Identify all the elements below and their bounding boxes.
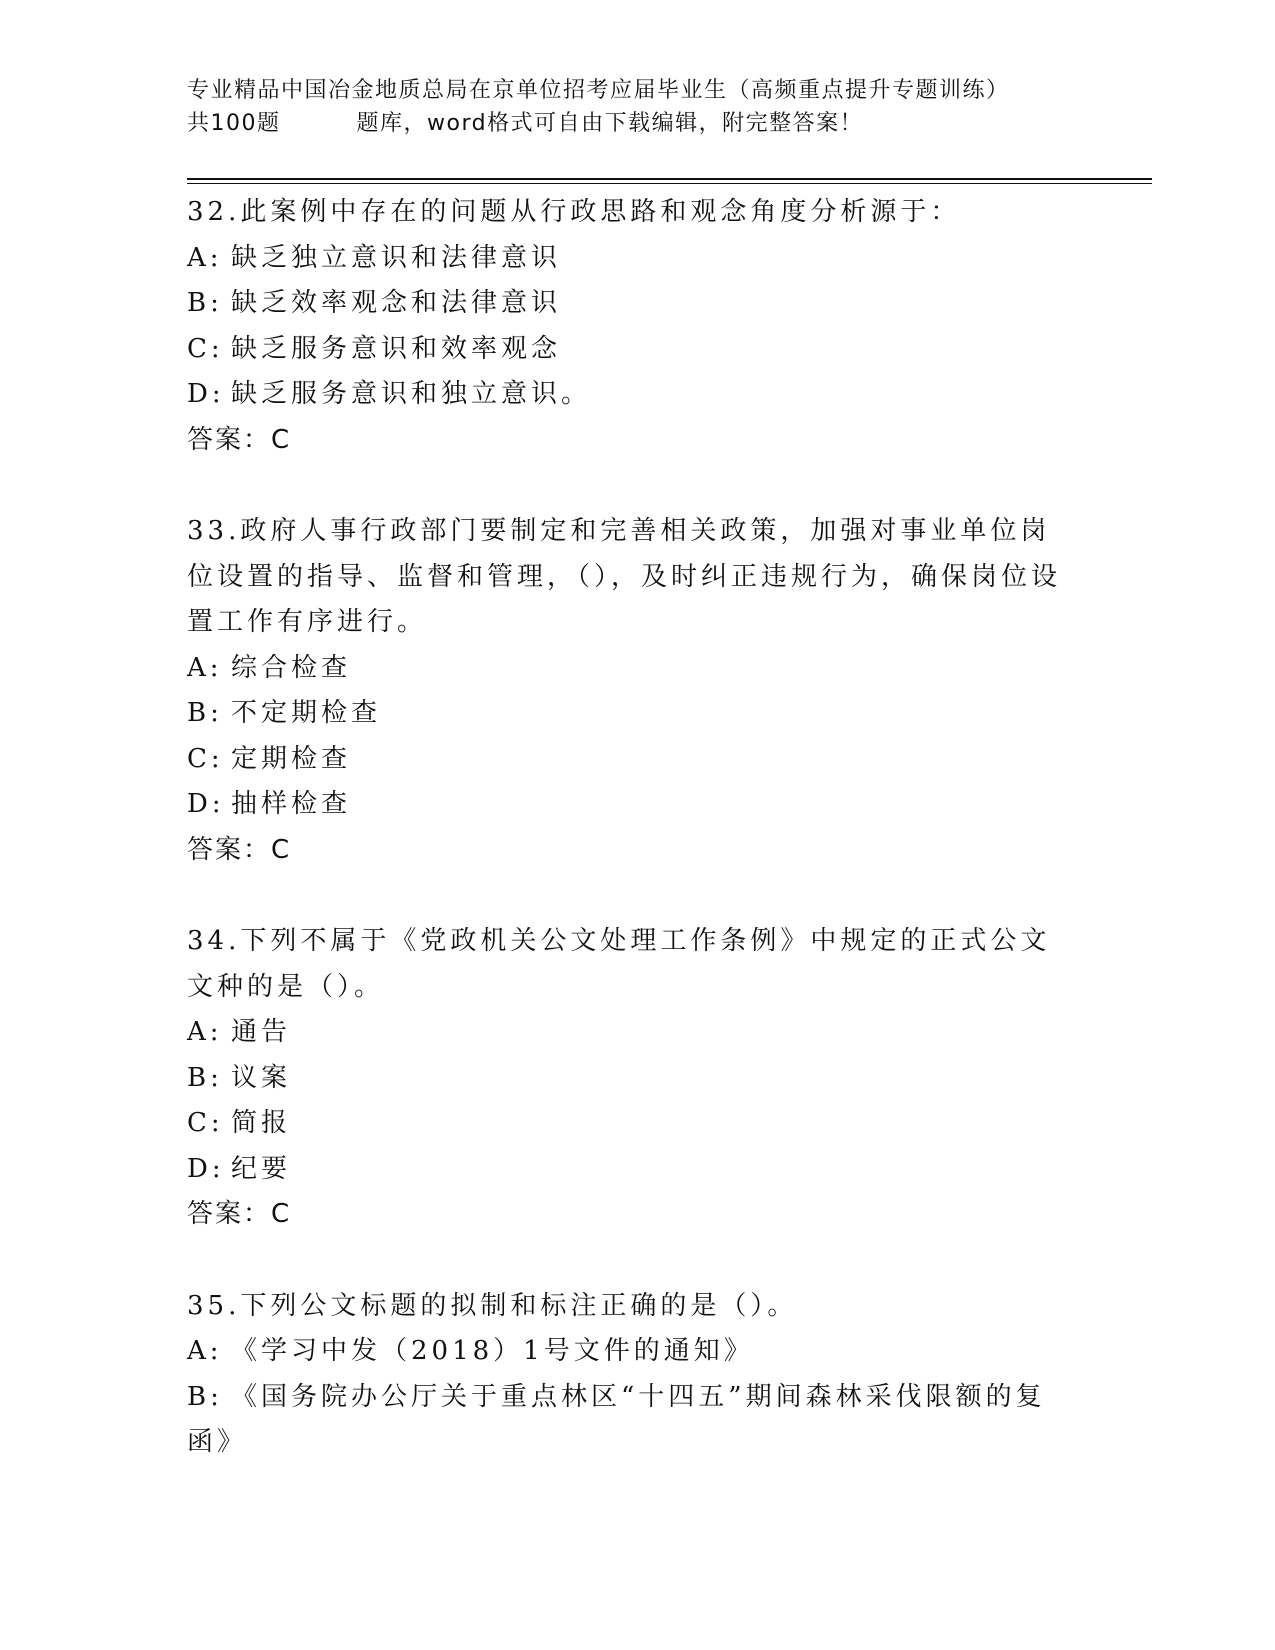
document-header [187, 74, 1147, 140]
header-count: 共100题 [187, 111, 281, 136]
question-stem: 35.下列公文标题的拟制和标注正确的是（）。 [187, 1290, 798, 1321]
option-d [187, 1147, 1067, 1193]
option-c [187, 1101, 1067, 1147]
option-letter: D: [187, 789, 225, 819]
option-text: 议案 [231, 1062, 292, 1093]
option-letter: B: [187, 1062, 223, 1093]
option-text: 综合检查 [231, 652, 352, 683]
header-description: 题库，word格式可自由下载编辑，附完整答案！ [356, 111, 864, 136]
option-letter: A: [187, 1017, 223, 1047]
option-c [187, 327, 1067, 373]
option-letter: B: [187, 1381, 223, 1412]
header-divider [187, 178, 1152, 180]
option-letter: B: [187, 288, 223, 318]
question-stem: 32.此案例中存在的问题从行政思路和观念角度分析源于： [187, 197, 961, 227]
option-text: 《学习中发（2018）1号文件的通知》 [231, 1336, 754, 1366]
option-a [187, 1010, 1067, 1056]
option-letter: A: [187, 1336, 223, 1366]
option-b [187, 691, 1067, 737]
option-text: 缺乏服务意识和效率观念 [231, 333, 562, 364]
header-title: 专业精品中国冶金地质总局在京单位招考应届毕业生（高频重点提升专题训练） [187, 78, 1010, 103]
option-b [187, 281, 1067, 327]
option-letter: D: [187, 379, 225, 409]
option-text: 通告 [231, 1017, 292, 1047]
option-text: 缺乏服务意识和独立意识。 [231, 379, 592, 409]
option-d [187, 372, 1067, 418]
answer-line: 答案：C [187, 1199, 292, 1229]
option-c [187, 737, 1067, 783]
option-text: 缺乏独立意识和法律意识 [231, 242, 562, 273]
option-text: 简报 [231, 1108, 292, 1138]
question-35 [187, 1284, 1067, 1466]
option-text: 抽样检查 [231, 789, 352, 819]
header-divider-thin [187, 183, 1152, 184]
option-text: 定期检查 [231, 743, 352, 774]
option-letter: C: [187, 333, 224, 364]
option-a [187, 236, 1067, 282]
question-stem: 33.政府人事行政部门要制定和完善相关政策，加强对事业单位岗位设置的指导、监督和管理，（），及时纠正违规行为，确保岗位设置工作有序进行。 [187, 516, 1062, 637]
option-b [187, 1056, 1067, 1102]
option-letter: C: [187, 743, 224, 774]
option-a [187, 646, 1067, 692]
question-list [187, 190, 1067, 1466]
option-text: 纪要 [231, 1153, 292, 1184]
answer-line: 答案：C [187, 424, 292, 455]
question-33 [187, 509, 1067, 873]
header-subtitle [187, 107, 1147, 140]
question-stem: 34.下列不属于《党政机关公文处理工作条例》中规定的正式公文文种的是（）。 [187, 926, 1051, 1002]
option-a [187, 1329, 1067, 1375]
option-text: 缺乏效率观念和法律意识 [231, 288, 562, 318]
question-32 [187, 190, 1067, 463]
option-letter: D: [187, 1153, 225, 1184]
option-letter: C: [187, 1108, 224, 1138]
option-text: 《国务院办公厅关于重点林区“十四五”期间森林采伐限额的复函》 [187, 1381, 1046, 1457]
option-text: 不定期检查 [231, 698, 382, 728]
option-b [187, 1375, 1067, 1466]
option-letter: A: [187, 652, 223, 683]
option-d [187, 782, 1067, 828]
question-34 [187, 919, 1067, 1238]
option-letter: B: [187, 698, 223, 728]
answer-line: 答案：C [187, 834, 292, 865]
option-letter: A: [187, 242, 223, 273]
